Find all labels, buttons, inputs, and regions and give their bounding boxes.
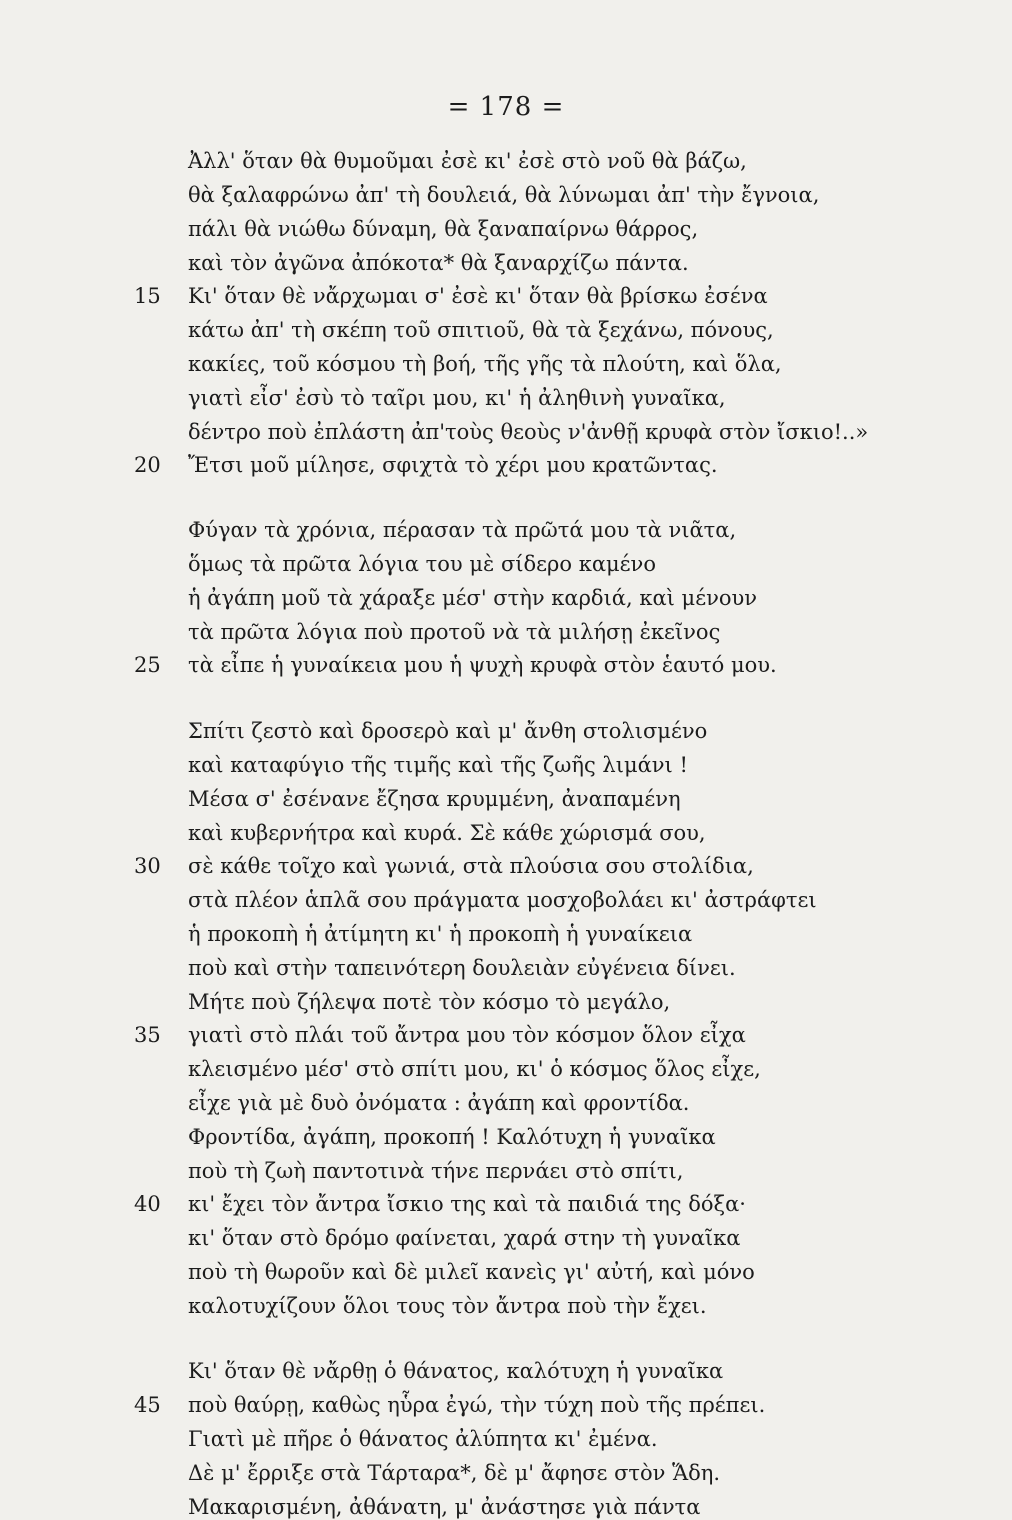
verse-line: Ἀλλ' ὅταν θὰ θυμοῦμαι ἐσὲ κι' ἐσὲ στὸ νοῦ θὰ βάζω, bbox=[188, 149, 747, 173]
verse-line: Κι' ὅταν θὲ νἄρχωμαι σ' ἐσὲ κι' ὅταν θὰ βρίσκω ἐσένα bbox=[188, 284, 768, 308]
verse-line: κακίες, τοῦ κόσμου τὴ βοή, τῆς γῆς τὰ πλούτη, καὶ ὅλα, bbox=[188, 352, 782, 376]
line-number: 35 bbox=[134, 1023, 161, 1047]
line-number: 20 bbox=[134, 453, 161, 477]
verse-line: εἶχε γιὰ μὲ δυὸ ὀνόματα : ἀγάπη καὶ φροντίδα. bbox=[188, 1091, 690, 1115]
verse-line: καὶ τὸν ἀγῶνα ἀπόκοτα* θὰ ξαναρχίζω πάντα. bbox=[188, 251, 689, 275]
verse-line: ὅμως τὰ πρῶτα λόγια του μὲ σίδερο καμένο bbox=[188, 552, 656, 576]
line-number: 25 bbox=[134, 653, 161, 677]
verse-line: Δὲ μ' ἔρριξε στὰ Τάρταρα*, δὲ μ' ἄφησε στὸν Ἅδη. bbox=[188, 1461, 721, 1485]
verse-line: ἡ προκοπὴ ἡ ἀτίμητη κι' ἡ προκοπὴ ἡ γυναίκεια bbox=[188, 922, 693, 946]
verse-line: Κι' ὅταν θὲ νἄρθῃ ὁ θάνατος, καλότυχη ἡ γυναῖκα bbox=[188, 1359, 724, 1383]
verse-line: Φροντίδα, ἀγάπη, προκοπή ! Καλότυχη ἡ γυναῖκα bbox=[188, 1125, 716, 1149]
verse-line: Μακαρισμένη, ἀθάνατη, μ' ἀνάστησε γιὰ πάντα bbox=[188, 1495, 701, 1519]
verse-line: καὶ καταφύγιο τῆς τιμῆς καὶ τῆς ζωῆς λιμάνι ! bbox=[188, 753, 688, 777]
verse-line: Φύγαν τὰ χρόνια, πέρασαν τὰ πρῶτά μου τὰ νιᾶτα, bbox=[188, 518, 737, 542]
line-number: 30 bbox=[134, 854, 161, 878]
verse-line: στὰ πλέον ἁπλᾶ σου πράγματα μοσχοβολάει κι' ἀστράφτει bbox=[188, 888, 817, 912]
verse-line: τὰ εἶπε ἡ γυναίκεια μου ἡ ψυχὴ κρυφὰ στὸν ἑαυτό μου. bbox=[188, 653, 777, 677]
verse-line: πάλι θὰ νιώθω δύναμη, θὰ ξαναπαίρνω θάρρος, bbox=[188, 217, 699, 241]
verse-line: καὶ κυβερνήτρα καὶ κυρά. Σὲ κάθε χώρισμά σου, bbox=[188, 821, 706, 845]
verse-line: κι' ἔχει τὸν ἄντρα ἴσκιο της καὶ τὰ παιδιά της δόξα· bbox=[188, 1192, 746, 1216]
verse-line: Μήτε ποὺ ζήλεψα ποτὲ τὸν κόσμο τὸ μεγάλο, bbox=[188, 990, 671, 1014]
verse-line: ποὺ θαύρῃ, καθὼς ηὗρα ἐγώ, τὴν τύχη ποὺ τῆς πρέπει. bbox=[188, 1393, 766, 1417]
verse-line: καλοτυχίζουν ὅλοι τους τὸν ἄντρα ποὺ τὴν ἔχει. bbox=[188, 1294, 707, 1318]
line-number: 45 bbox=[134, 1393, 161, 1417]
verse-line: Σπίτι ζεστὸ καὶ δροσερὸ καὶ μ' ἄνθη στολισμένο bbox=[188, 719, 708, 743]
verse-line: γιατὶ εἶσ' ἐσὺ τὸ ταῖρι μου, κι' ἡ ἀληθινὴ γυναῖκα, bbox=[188, 386, 726, 410]
verse-line: θὰ ξαλαφρώνω ἀπ' τὴ δουλειά, θὰ λύνωμαι ἀπ' τὴν ἔγνοια, bbox=[188, 183, 820, 207]
verse-line: ποὺ τὴ ζωὴ παντοτινὰ τήνε περνάει στὸ σπίτι, bbox=[188, 1159, 684, 1183]
verse-line: ποὺ καὶ στὴν ταπεινότερη δουλειὰν εὐγένεια δίνει. bbox=[188, 956, 736, 980]
verse-line: σὲ κάθε τοῖχο καὶ γωνιά, στὰ πλούσια σου στολίδια, bbox=[188, 854, 754, 878]
line-number: 15 bbox=[134, 284, 161, 308]
verse-line: κλεισμένο μέσ' στὸ σπίτι μου, κι' ὁ κόσμος ὅλος εἶχε, bbox=[188, 1057, 761, 1081]
page-number: = 178 = bbox=[447, 92, 565, 122]
verse-line: Μέσα σ' ἐσένανε ἔζησα κρυμμένη, ἀναπαμένη bbox=[188, 787, 681, 811]
verse-line: γιατὶ στὸ πλάι τοῦ ἄντρα μου τὸν κόσμον ὅλον εἶχα bbox=[188, 1023, 746, 1047]
verse-line: τὰ πρῶτα λόγια ποὺ προτοῦ νὰ τὰ μιλήσῃ ἐκεῖνος bbox=[188, 620, 721, 644]
verse-line: Γιατὶ μὲ πῆρε ὁ θάνατος ἀλύπητα κι' ἐμένα. bbox=[188, 1427, 658, 1451]
verse-line: κι' ὅταν στὸ δρόμο φαίνεται, χαρά στην τὴ γυναῖκα bbox=[188, 1226, 741, 1250]
verse-line: ἡ ἀγάπη μοῦ τὰ χάραξε μέσ' στὴν καρδιά, καὶ μένουν bbox=[188, 586, 758, 610]
verse-line: Ἔτσι μοῦ μίλησε, σφιχτὰ τὸ χέρι μου κρατῶντας. bbox=[188, 453, 718, 477]
line-number: 40 bbox=[134, 1192, 161, 1216]
verse-line: ποὺ τὴ θωροῦν καὶ δὲ μιλεῖ κανεὶς γι' αὐτή, καὶ μόνο bbox=[188, 1260, 755, 1284]
verse-line: κάτω ἀπ' τὴ σκέπη τοῦ σπιτιοῦ, θὰ τὰ ξεχάνω, πόνους, bbox=[188, 318, 774, 342]
verse-line: δέντρο ποὺ ἐπλάστη ἀπ'τοὺς θεοὺς ν'ἀνθῇ κρυφὰ στὸν ἴσκιο!..» bbox=[188, 420, 869, 444]
